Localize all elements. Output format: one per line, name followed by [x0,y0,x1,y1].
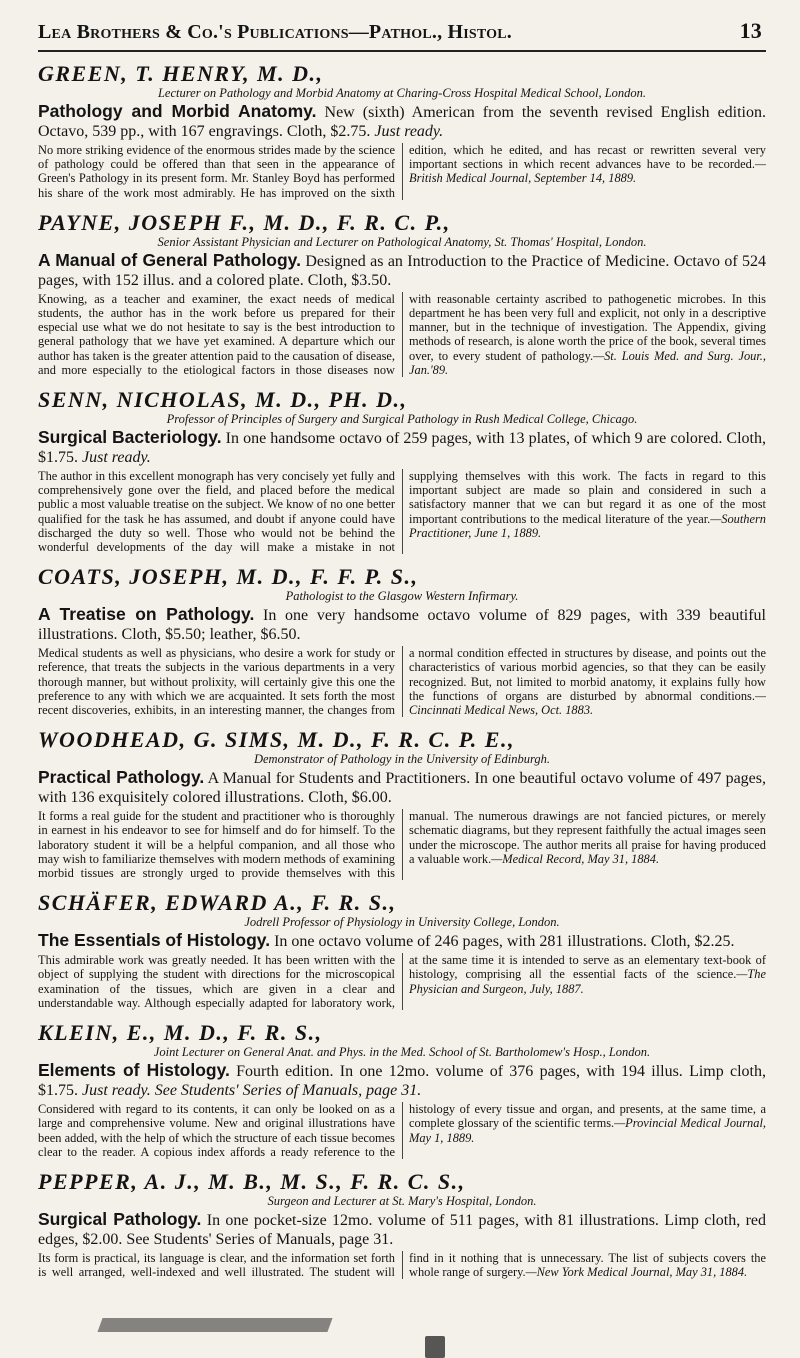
review-source: —Cincinnati Medical News, Oct. 1883. [409,688,766,718]
author-affiliation: Demonstrator of Pathology in the University of Edinburgh. [253,752,551,767]
book-description [38,605,766,644]
book-description [38,251,766,290]
review-source: —Provincial Medical Journal, May 1, 1889. [409,1116,766,1145]
book-details: In one handsome octavo of 259 pages, with 13 plates, of which 9 are colored. Cloth, $1.75. [38,430,766,467]
book-details: In one octavo volume of 246 pages, with 281 illustrations. Cloth, $2.25. [274,933,735,951]
review-quote [38,646,766,717]
book-title: A Manual of General Pathology. [38,249,301,270]
author-name: SCHÄFER, EDWARD A., F. R. S., [38,890,397,916]
review-quote [38,809,766,880]
book-details: A Manual for Students and Practitioners. In one beautiful octavo volume of 497 pages, with 136 exquisitely colored illustrations. Cloth, $6.00. [38,770,767,807]
book-details: Designed as an Introduction to the Practice of Medicine. Octavo of 524 pages, with 152 illus. and a colored plate. Cloth, $3.50. [38,252,767,289]
book-description [38,931,766,951]
review-text: This admirable work was greatly needed. It has been written with the object of supplying the student with directions for the microscopical examination of the tissues, which are given in a clear and understandable way. Although especially adapted for laboratory work, at the same time it is intended to serve as an elementary text-book of histology, comprising all the essential facts of the science. [38,953,766,1010]
book-title: Surgical Bacteriology. [38,427,222,448]
author-name: WOODHEAD, G. SIMS, M. D., F. R. C. P. E., [38,727,515,753]
author-affiliation: Lecturer on Pathology and Morbid Anatomy at Charing-Cross Hospital Medical School, London. [157,86,647,100]
review-source: —British Medical Journal, September 14, 1889. [409,157,766,186]
book-entry [38,62,766,200]
book-title: Elements of Histology. [38,1060,230,1081]
book-entry [38,388,766,554]
book-title: Practical Pathology. [38,767,205,788]
book-title: A Treatise on Pathology. [38,604,255,625]
book-description [38,102,766,141]
author-name: KLEIN, E., M. D., F. R. S., [38,1020,323,1046]
review-quote [38,1251,766,1279]
print-smudge [97,1318,332,1332]
book-title: The Essentials of Histology. [38,930,271,951]
review-text: The author in this excellent monograph has very concisely yet fully and comprehensively gone over the field, and placed before the medical public a most valuable treatise on the subject. We know of no one better qualified for the task he has assumed, and doubt if anyone could have discharged the duty so well. Those who would not be behind the wonderful developments of the day will make a mistake in not supplying themselves with this work. The facts in regard to this important subject are made so plain and considered in such a satisfactory manner that we can but regard it as one of the most important contributions to the medical literature of the year. [38,469,766,555]
author-name: GREEN, T. HENRY, M. D., [38,61,324,86]
book-description [38,768,766,807]
book-title: Surgical Pathology. [38,1208,202,1229]
author-name: SENN, NICHOLAS, M. D., PH. D., [38,387,408,413]
review-text: Medical students as well as physicians, who desire a work for study or reference, that treats the subjects in the various departments in a very thorough manner, but without prolixity, will certainly give this one the preference to any with which we are acquainted. It sets forth the most recent discoveries, exhibits, in an interesting manner, the changes from a normal condition effected in structures by disease, and points out the characteristics of various morbid agencies, so that they can be easily recognized. But, not limited to morbid anatomy, it explains fully how the functions of organs are disturbed by abnormal conditions. [38,646,766,718]
availability-note: Just ready. [82,449,151,467]
review-text: Knowing, as a teacher and examiner, the exact needs of medical students, the author has in the work before us prepared for their especial use what we do not hesitate to say is the best introduction to general pathology that we have yet examined. A departure which our author has taken is the greater attention paid to the causation of disease, and more especially to the etiological factors in those diseases now with reasonable certainty ascribed to pathogenetic microbes. In this department he has been very full and explicit, not only in a descriptive manner, but in the technique of investigation. The Appendix, giving methods of research, is alone worth the price of the book, several times over, to every student of pathology. [38,291,766,377]
book-description [38,1210,766,1249]
page [38,18,766,1290]
review-source: —Medical Record, May 31, 1884. [491,851,660,866]
book-details: Fourth edition. In one 12mo. volume of 376 pages, with 194 illus. Limp cloth, $1.75. [38,1063,766,1100]
availability-note: Just ready. See Students' Series of Manuals, page 31. [82,1082,422,1100]
author-affiliation: Senior Assistant Physician and Lecturer on Pathological Anatomy, St. Thomas' Hospital, London. [157,234,647,249]
book-entries [38,62,766,1279]
author-name: COATS, JOSEPH, M. D., F. F. P. S., [38,564,419,590]
review-quote [38,953,766,1010]
author-name: PAYNE, JOSEPH F., M. D., F. R. C. P., [38,209,451,235]
print-smudge [425,1336,445,1358]
book-entry [38,1170,766,1279]
review-text: It forms a real guide for the student and practitioner who is thoroughly in earnest in his endeavor to see for himself and do for himself. To the laboratory student it will be a helpful companion, and all those who may wish to familiarize themselves with modern methods of examining morbid tissues are strongly urged to provide themselves with this manual. The numerous drawings are not fancied pictures, or merely schematic diagrams, but they represent faithfully the actual images seen under the microscope. The author merits all praise for having produced a valuable work. [38,809,766,881]
author-affiliation: Jodrell Professor of Physiology in University College, London. [244,915,560,930]
author-affiliation: Joint Lecturer on General Anat. and Phys. in the Med. School of St. Bartholomew's Hosp., London. [153,1045,651,1060]
header-rule [38,50,766,52]
book-details: New (sixth) American from the seventh revised English edition. Octavo, 539 pp., with 167 engravings. Cloth, $2.75. [38,104,766,140]
review-quote [38,292,766,377]
book-entry [38,891,766,1010]
publisher-heading: Lea Brothers & Co.'s Publications—Pathol., Histol. [38,21,512,43]
author-affiliation: Professor of Principles of Surgery and Surgical Pathology in Rush Medical College, Chicago. [166,412,638,427]
running-head [38,18,766,50]
review-quote [38,1102,766,1159]
book-title: Pathology and Morbid Anatomy. [38,101,317,121]
book-entry [38,728,766,880]
review-text: Its form is practical, its language is clear, and the information set forth is well arranged, well-indexed and well illustrated. The student will find in it nothing that is unnecessary. The list of subjects covers the whole range of surgery. [38,1250,766,1280]
review-quote [38,143,766,200]
review-source: —Southern Practitioner, June 1, 1889. [409,511,766,540]
author-name: PEPPER, A. J., M. B., M. S., F. R. C. S., [38,1168,466,1194]
author-affiliation: Surgeon and Lecturer at St. Mary's Hospital, London. [267,1193,537,1208]
book-description [38,1061,766,1100]
review-source: —The Physician and Surgeon, July, 1887. [409,967,766,996]
review-quote [38,469,766,554]
book-entry [38,565,766,717]
book-details: In one pocket-size 12mo. volume of 511 pages, with 81 illustrations. Limp cloth, red edges, $2.00. See Students' Series of Manuals, page 31. [38,1211,767,1248]
book-entry [38,211,766,377]
review-source: —St. Louis Med. and Surg. Jour., Jan.'89. [409,348,766,377]
review-text: Considered with regard to its contents, it can only be looked on as a large and comprehensive volume. New and original illustrations have been added, with the help of which the structure of each tissue becomes clear to the reader. A copious index affords a ready reference to the histology of every tissue and organ, and presents, at the same time, a complete glossary of the scientific terms. [38,1102,766,1159]
review-source: —New York Medical Journal, May 31, 1884. [525,1265,748,1280]
author-affiliation: Pathologist to the Glasgow Western Infirmary. [285,589,519,604]
book-description [38,428,766,467]
page-number: 13 [739,18,762,43]
book-details: In one very handsome octavo volume of 829 pages, with 339 beautiful illustrations. Cloth, $5.50; leather, $6.50. [38,607,767,644]
availability-note: Just ready. [374,123,444,140]
review-text: No more striking evidence of the enormous strides made by the science of pathology could be offered than that seen in the appearance of Green's Pathology in its present form. Mr. Stanley Boyd has performed his share of the work most admirably. He has improved on the sixth edition, which he edited, and has recast or rewritten several very important sections in which recent advances have to be recorded. [38,143,766,200]
book-entry [38,1021,766,1159]
